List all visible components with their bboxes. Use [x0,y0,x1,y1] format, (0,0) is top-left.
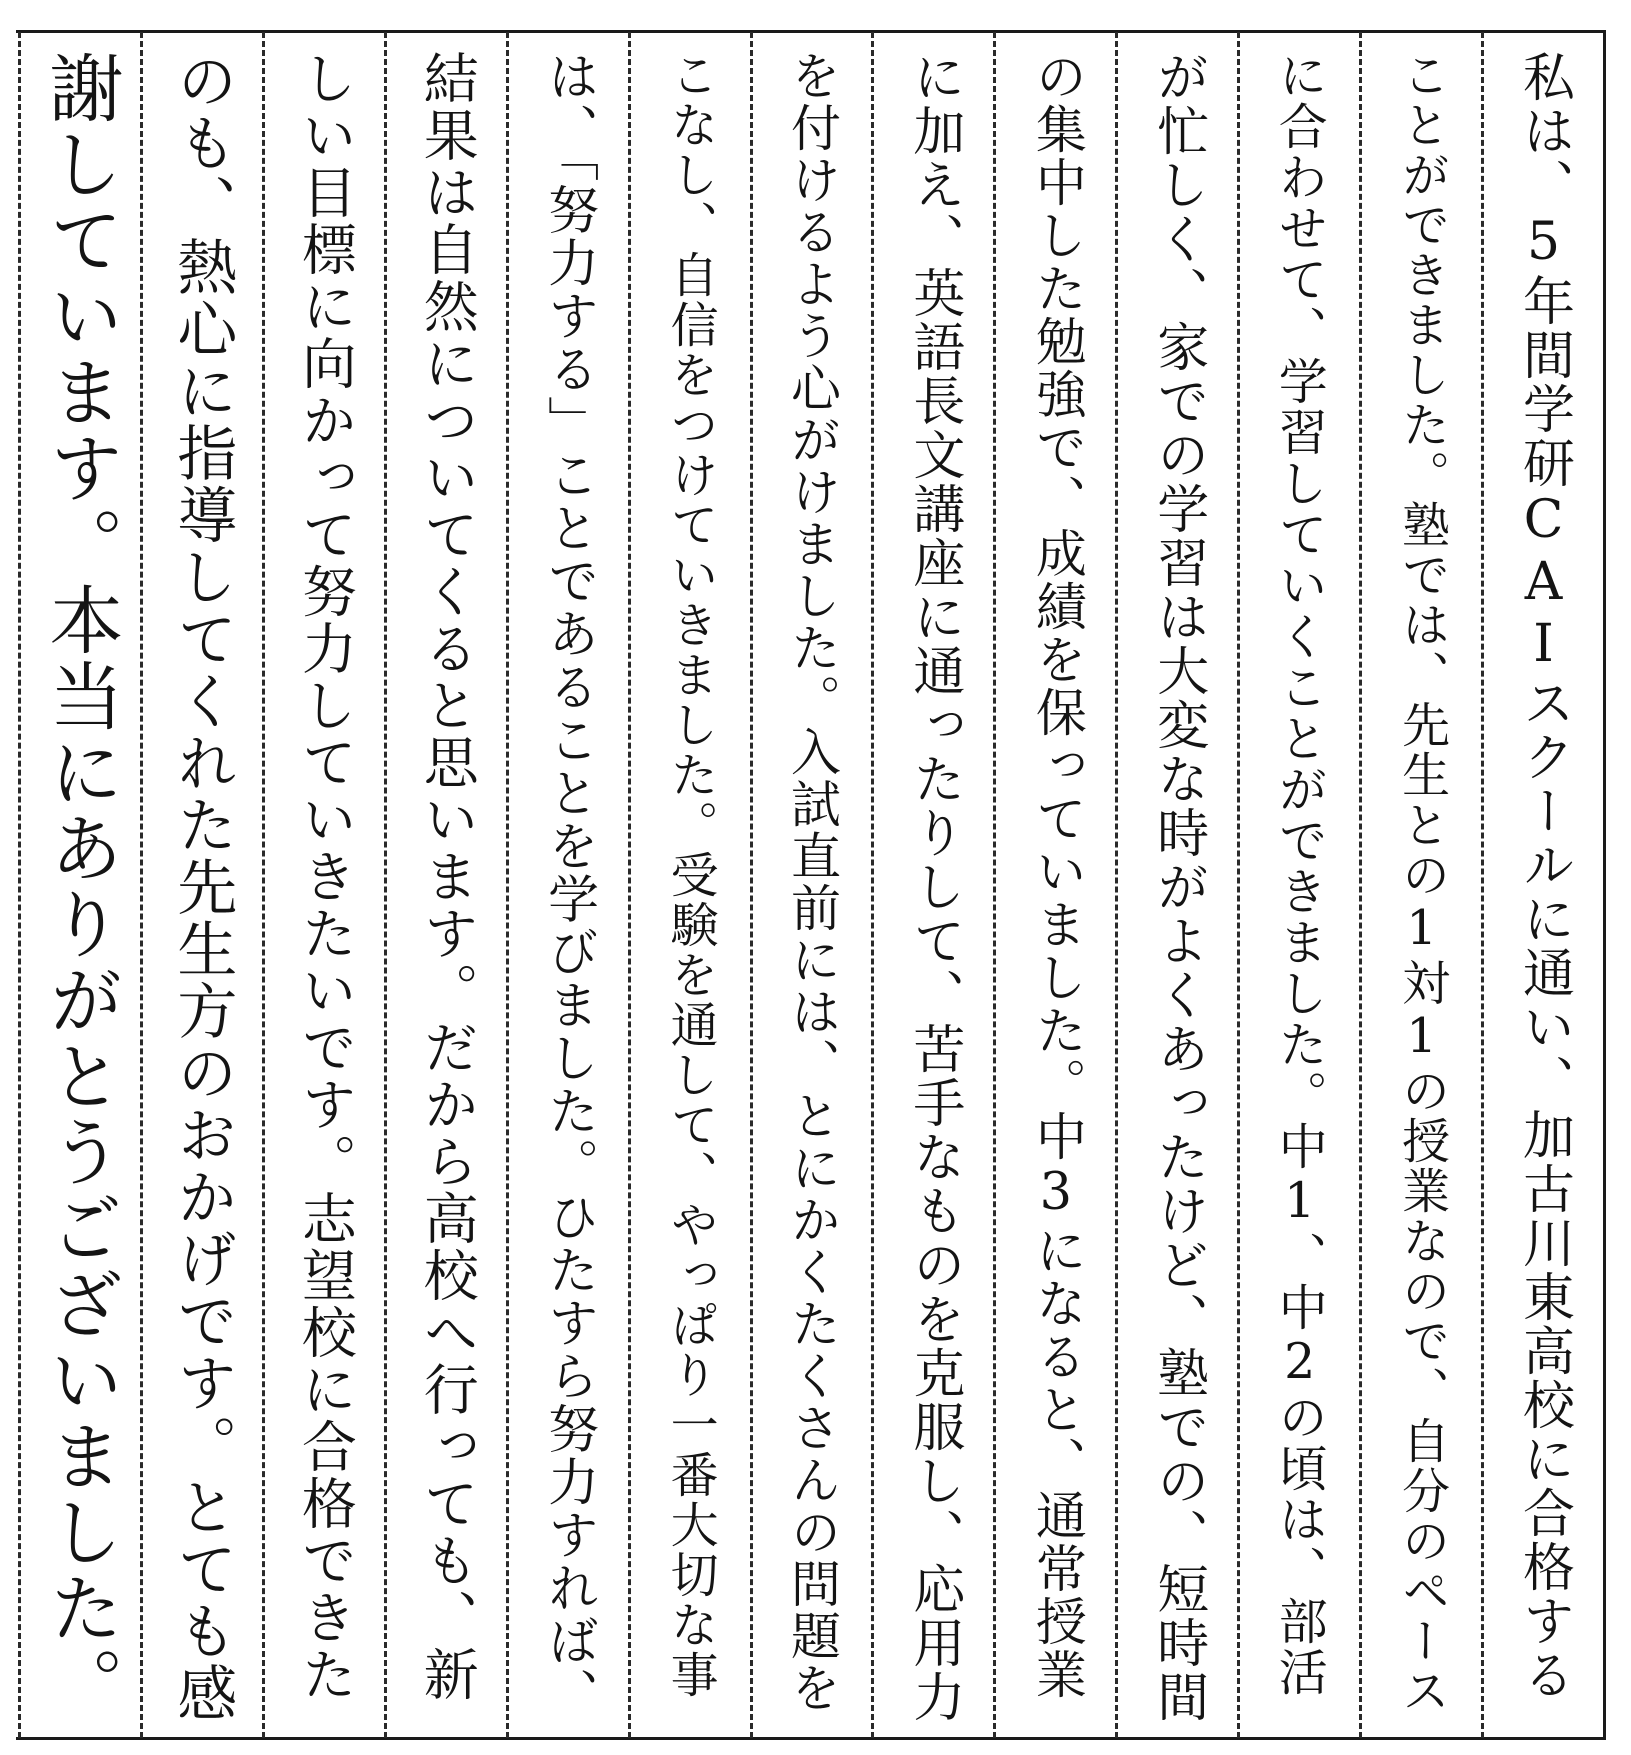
column-text: は、「努力する」ことであることを学びました。ひたすら努力すれば、 [538,50,598,1721]
column-text: が忙しく、家での学習は大変な時がよくあったけど、塾での、短時間 [1147,50,1208,1724]
column-6 [871,32,993,1738]
column-text: しい目標に向かって努力していきたいです。志望校に合格できた [292,50,357,1703]
column-3 [1237,32,1359,1738]
column-text: 謝しています。本当にありがとうございました。 [37,50,124,1722]
column-text: に加え、英語長文講座に通ったりして、苦手なものを克服し、応用力 [903,50,964,1724]
column-text: ことができました。塾では、先生との1対1の授業なので、自分のペース [1393,50,1450,1716]
column-1 [1481,32,1603,1738]
column-text: こなし、自信をつけていきました。受験を通して、やっぱり一番大切な事 [662,50,719,1700]
column-7 [750,32,872,1738]
column-13 [18,32,140,1738]
column-5 [993,32,1115,1738]
column-2 [1359,32,1481,1738]
column-text: 結果は自然についてくると思います。だから高校へ行っても、新 [414,50,479,1703]
column-text: の集中した勉強で、成績を保っていました。中3になると、通常授業 [1026,50,1086,1701]
column-text: 私は、5年間学研CAIスクールに通い、加古川東高校に合格する [1513,50,1574,1702]
column-text: のも、熱心に指導してくれた先生方のおかげです。とても感 [167,50,238,1724]
column-8 [628,32,750,1738]
column-11 [262,32,384,1738]
column-text: を付けるよう心がけました。入試直前には、とにかくたくさんの問題を [783,50,841,1714]
column-10 [384,32,506,1738]
column-9 [506,32,628,1738]
text-columns [18,32,1603,1738]
column-text: に合わせて、学習していくことができました。中1、中2の頃は、部活 [1271,50,1329,1698]
column-12 [140,32,262,1738]
column-4 [1115,32,1237,1738]
